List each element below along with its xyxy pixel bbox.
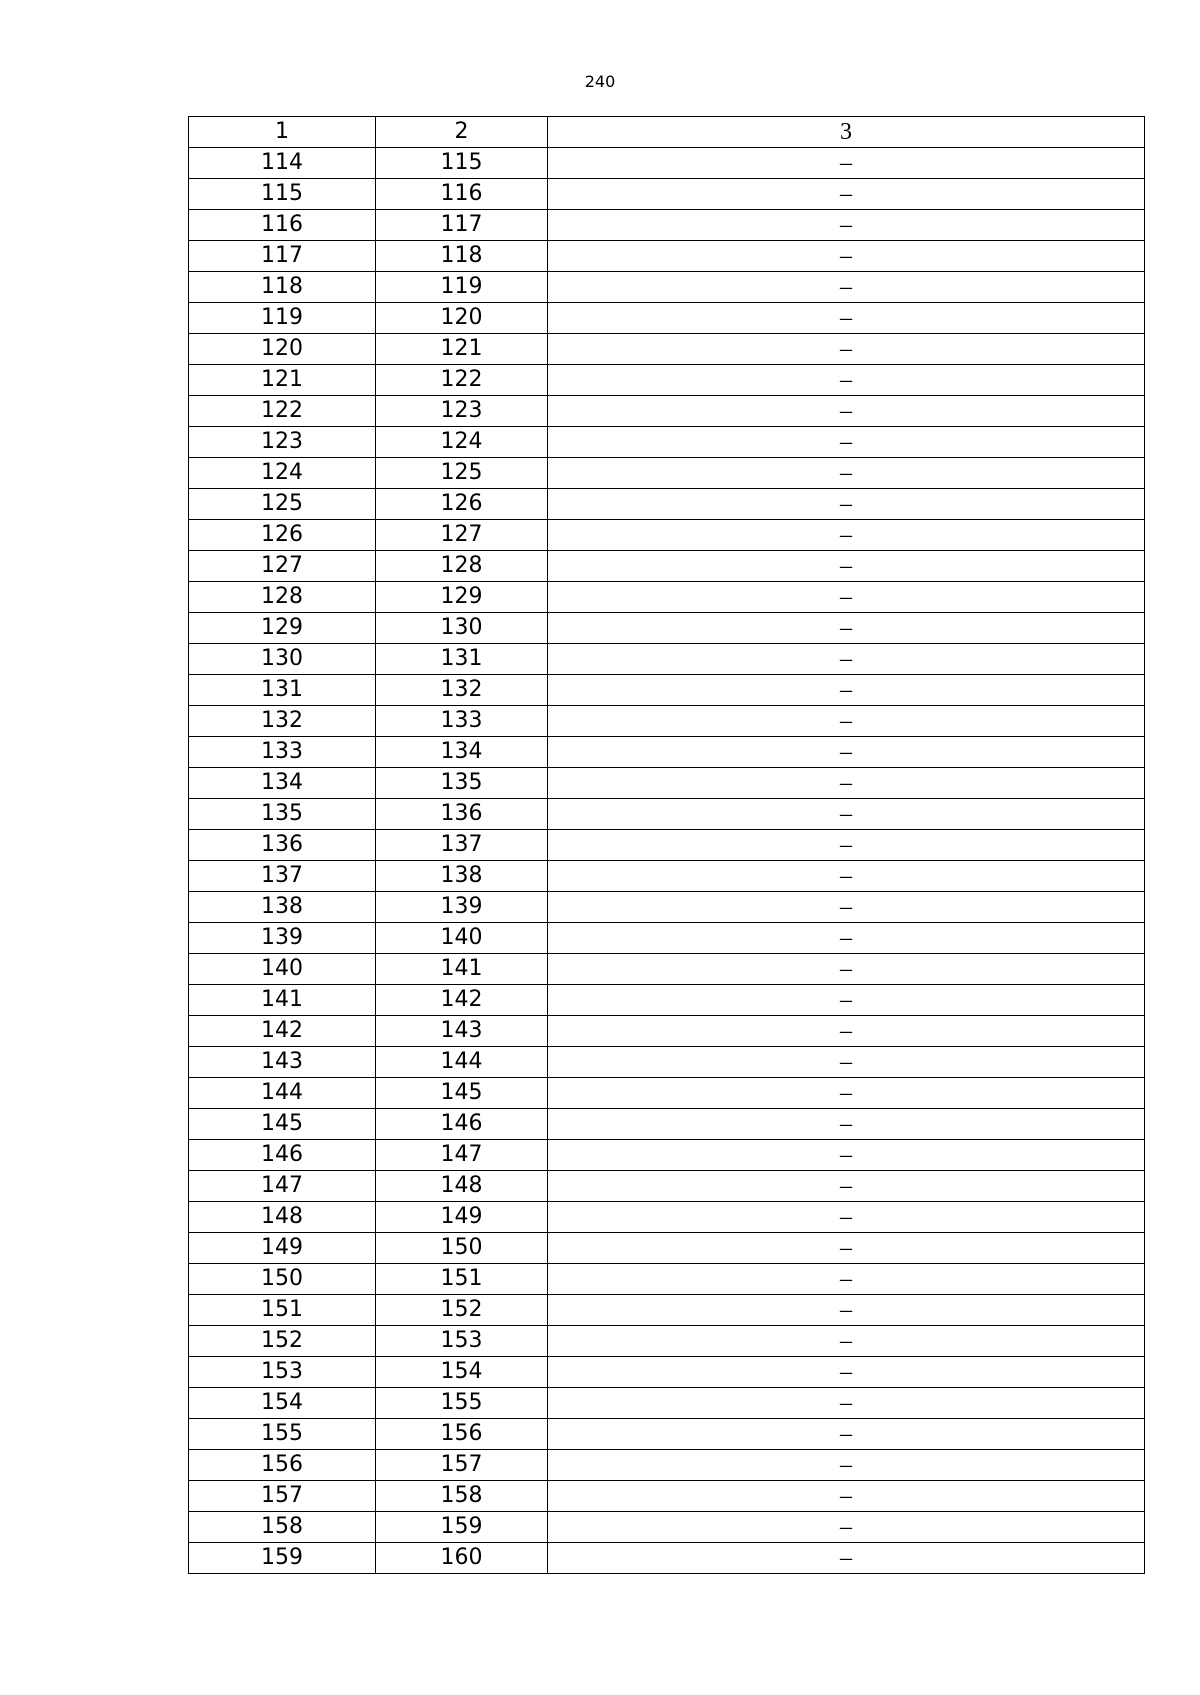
cell-col-1: 144 [189, 1078, 376, 1109]
cell-col-2: 141 [376, 954, 548, 985]
cell-col-1: 120 [189, 334, 376, 365]
cell-col-1: 119 [189, 303, 376, 334]
table-row [189, 582, 1145, 613]
cell-col-2: 147 [376, 1140, 548, 1171]
table-row [189, 737, 1145, 768]
cell-col-1: 153 [189, 1357, 376, 1388]
cell-col-1: 145 [189, 1109, 376, 1140]
cell-col-1: 137 [189, 861, 376, 892]
cell-col-3: – [548, 489, 1145, 520]
cell-col-3: – [548, 427, 1145, 458]
cell-col-1: 140 [189, 954, 376, 985]
cell-col-2: 119 [376, 272, 548, 303]
cell-col-1: 118 [189, 272, 376, 303]
table-row [189, 1047, 1145, 1078]
cell-col-1: 134 [189, 768, 376, 799]
cell-col-1: 117 [189, 241, 376, 272]
cell-col-1: 150 [189, 1264, 376, 1295]
table-row [189, 520, 1145, 551]
cell-col-2: 137 [376, 830, 548, 861]
cell-col-2: 129 [376, 582, 548, 613]
cell-col-2: 117 [376, 210, 548, 241]
cell-col-2: 160 [376, 1543, 548, 1574]
cell-col-2: 118 [376, 241, 548, 272]
cell-col-2: 121 [376, 334, 548, 365]
cell-col-2: 158 [376, 1481, 548, 1512]
table-header [189, 117, 1145, 148]
cell-col-3: – [548, 1326, 1145, 1357]
cell-col-2: 133 [376, 706, 548, 737]
cell-col-3: – [548, 985, 1145, 1016]
cell-col-2: 154 [376, 1357, 548, 1388]
table-row [189, 272, 1145, 303]
cell-col-3: – [548, 551, 1145, 582]
table-row [189, 892, 1145, 923]
cell-col-1: 139 [189, 923, 376, 954]
cell-col-3: – [548, 954, 1145, 985]
cell-col-1: 130 [189, 644, 376, 675]
cell-col-3: – [548, 1233, 1145, 1264]
cell-col-3: – [548, 148, 1145, 179]
table-row [189, 1419, 1145, 1450]
table-row [189, 768, 1145, 799]
table-row [189, 1512, 1145, 1543]
cell-col-1: 151 [189, 1295, 376, 1326]
table-row [189, 1450, 1145, 1481]
table-row [189, 179, 1145, 210]
cell-col-1: 115 [189, 179, 376, 210]
table-row [189, 396, 1145, 427]
cell-col-2: 153 [376, 1326, 548, 1357]
cell-col-2: 145 [376, 1078, 548, 1109]
cell-col-3: – [548, 1450, 1145, 1481]
table-row [189, 1388, 1145, 1419]
cell-col-2: 124 [376, 427, 548, 458]
cell-col-3: – [548, 1357, 1145, 1388]
cell-col-3: – [548, 582, 1145, 613]
cell-col-3: – [548, 1047, 1145, 1078]
cell-col-3: – [548, 210, 1145, 241]
table-row [189, 1140, 1145, 1171]
cell-col-1: 142 [189, 1016, 376, 1047]
cell-col-3: – [548, 520, 1145, 551]
cell-col-3: – [548, 1016, 1145, 1047]
cell-col-1: 135 [189, 799, 376, 830]
table-row [189, 923, 1145, 954]
cell-col-3: – [548, 799, 1145, 830]
cell-col-2: 150 [376, 1233, 548, 1264]
cell-col-1: 157 [189, 1481, 376, 1512]
table-row [189, 427, 1145, 458]
table-row [189, 1481, 1145, 1512]
cell-col-3: – [548, 303, 1145, 334]
cell-col-2: 120 [376, 303, 548, 334]
cell-col-1: 149 [189, 1233, 376, 1264]
cell-col-3: – [548, 861, 1145, 892]
cell-col-1: 131 [189, 675, 376, 706]
cell-col-2: 144 [376, 1047, 548, 1078]
table-row [189, 706, 1145, 737]
table-body [189, 148, 1145, 1574]
table-row [189, 1171, 1145, 1202]
table-row [189, 241, 1145, 272]
cell-col-1: 146 [189, 1140, 376, 1171]
cell-col-1: 126 [189, 520, 376, 551]
cell-col-1: 138 [189, 892, 376, 923]
cell-col-3: – [548, 1481, 1145, 1512]
cell-col-2: 140 [376, 923, 548, 954]
cell-col-2: 126 [376, 489, 548, 520]
cell-col-3: – [548, 1171, 1145, 1202]
cell-col-3: – [548, 613, 1145, 644]
cell-col-3: – [548, 458, 1145, 489]
cell-col-1: 141 [189, 985, 376, 1016]
table-row [189, 613, 1145, 644]
table-row [189, 1202, 1145, 1233]
cell-col-1: 147 [189, 1171, 376, 1202]
cell-col-2: 127 [376, 520, 548, 551]
cell-col-1: 132 [189, 706, 376, 737]
column-header-2: 2 [376, 117, 548, 148]
cell-col-1: 159 [189, 1543, 376, 1574]
table-row [189, 1109, 1145, 1140]
cell-col-1: 124 [189, 458, 376, 489]
table-row [189, 644, 1145, 675]
cell-col-3: – [548, 1264, 1145, 1295]
header-row [189, 117, 1145, 148]
cell-col-3: – [548, 334, 1145, 365]
table-row [189, 1078, 1145, 1109]
cell-col-1: 129 [189, 613, 376, 644]
table-row [189, 954, 1145, 985]
cell-col-2: 143 [376, 1016, 548, 1047]
cell-col-1: 123 [189, 427, 376, 458]
cell-col-1: 158 [189, 1512, 376, 1543]
table-row [189, 1233, 1145, 1264]
cell-col-1: 121 [189, 365, 376, 396]
cell-col-2: 128 [376, 551, 548, 582]
cell-col-1: 127 [189, 551, 376, 582]
cell-col-1: 155 [189, 1419, 376, 1450]
table-row [189, 365, 1145, 396]
cell-col-3: – [548, 396, 1145, 427]
table-row [189, 675, 1145, 706]
table-row [189, 1357, 1145, 1388]
cell-col-3: – [548, 1078, 1145, 1109]
cell-col-3: – [548, 675, 1145, 706]
cell-col-3: – [548, 1419, 1145, 1450]
data-table [188, 116, 1145, 1574]
cell-col-1: 152 [189, 1326, 376, 1357]
table-row [189, 861, 1145, 892]
cell-col-1: 122 [189, 396, 376, 427]
cell-col-2: 136 [376, 799, 548, 830]
page-number: 240 [584, 72, 616, 91]
cell-col-3: – [548, 1512, 1145, 1543]
cell-col-1: 116 [189, 210, 376, 241]
table-row [189, 489, 1145, 520]
cell-col-2: 159 [376, 1512, 548, 1543]
table-row [189, 1016, 1145, 1047]
cell-col-2: 130 [376, 613, 548, 644]
cell-col-2: 131 [376, 644, 548, 675]
table-row [189, 458, 1145, 489]
table-row [189, 830, 1145, 861]
cell-col-2: 132 [376, 675, 548, 706]
cell-col-2: 149 [376, 1202, 548, 1233]
table-row [189, 334, 1145, 365]
cell-col-3: – [548, 1109, 1145, 1140]
cell-col-3: – [548, 737, 1145, 768]
cell-col-3: – [548, 1543, 1145, 1574]
table-row [189, 551, 1145, 582]
cell-col-1: 125 [189, 489, 376, 520]
cell-col-2: 146 [376, 1109, 548, 1140]
column-header-3: 3 [548, 117, 1145, 148]
cell-col-1: 156 [189, 1450, 376, 1481]
cell-col-2: 139 [376, 892, 548, 923]
cell-col-2: 151 [376, 1264, 548, 1295]
cell-col-3: – [548, 241, 1145, 272]
table-row [189, 1543, 1145, 1574]
cell-col-1: 154 [189, 1388, 376, 1419]
cell-col-3: – [548, 365, 1145, 396]
cell-col-1: 143 [189, 1047, 376, 1078]
cell-col-1: 148 [189, 1202, 376, 1233]
cell-col-3: – [548, 272, 1145, 303]
cell-col-3: – [548, 768, 1145, 799]
cell-col-2: 122 [376, 365, 548, 396]
cell-col-3: – [548, 892, 1145, 923]
cell-col-3: – [548, 706, 1145, 737]
table-row [189, 148, 1145, 179]
cell-col-2: 157 [376, 1450, 548, 1481]
cell-col-2: 156 [376, 1419, 548, 1450]
cell-col-2: 116 [376, 179, 548, 210]
cell-col-2: 142 [376, 985, 548, 1016]
cell-col-1: 128 [189, 582, 376, 613]
cell-col-3: – [548, 1140, 1145, 1171]
cell-col-1: 133 [189, 737, 376, 768]
cell-col-3: – [548, 1295, 1145, 1326]
cell-col-2: 115 [376, 148, 548, 179]
table-row [189, 303, 1145, 334]
cell-col-1: 136 [189, 830, 376, 861]
cell-col-2: 138 [376, 861, 548, 892]
table-row [189, 1326, 1145, 1357]
cell-col-2: 148 [376, 1171, 548, 1202]
cell-col-2: 135 [376, 768, 548, 799]
cell-col-1: 114 [189, 148, 376, 179]
cell-col-3: – [548, 923, 1145, 954]
cell-col-3: – [548, 1388, 1145, 1419]
cell-col-2: 125 [376, 458, 548, 489]
cell-col-3: – [548, 1202, 1145, 1233]
column-header-1: 1 [189, 117, 376, 148]
cell-col-2: 123 [376, 396, 548, 427]
table-row [189, 210, 1145, 241]
cell-col-3: – [548, 830, 1145, 861]
cell-col-3: – [548, 179, 1145, 210]
cell-col-2: 155 [376, 1388, 548, 1419]
cell-col-2: 152 [376, 1295, 548, 1326]
cell-col-3: – [548, 644, 1145, 675]
table-row [189, 985, 1145, 1016]
table-row [189, 1264, 1145, 1295]
table-row [189, 799, 1145, 830]
cell-col-2: 134 [376, 737, 548, 768]
table-row [189, 1295, 1145, 1326]
